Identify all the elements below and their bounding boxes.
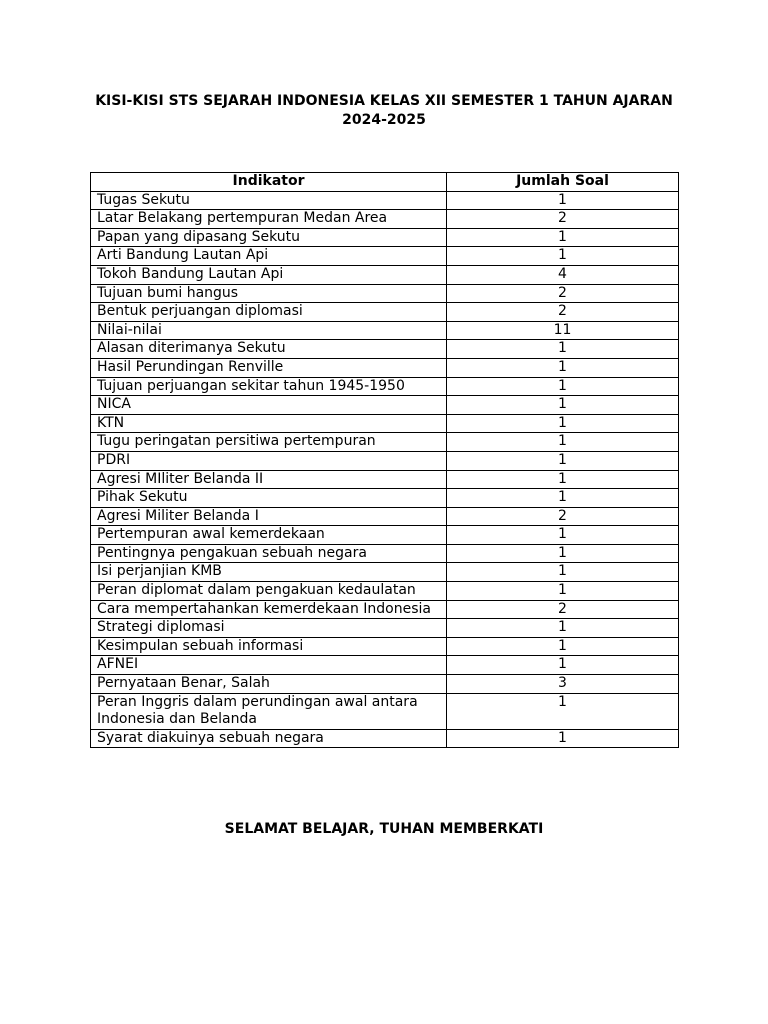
jumlah-soal-cell: 1 [447,191,679,210]
indikator-cell: Pertempuran awal kemerdekaan [91,526,447,545]
jumlah-soal-cell: 1 [447,414,679,433]
table-row [91,396,679,415]
jumlah-soal-cell: 1 [447,358,679,377]
indikator-cell: Peran diplomat dalam pengakuan kedaulatan [91,582,447,601]
table-row [91,656,679,675]
jumlah-soal-cell: 2 [447,507,679,526]
indikator-cell: Tujuan bumi hangus [91,284,447,303]
jumlah-soal-cell: 1 [447,489,679,508]
indikator-cell: Nilai-nilai [91,321,447,340]
kisi-kisi-table [90,172,679,748]
jumlah-soal-cell: 1 [447,433,679,452]
indikator-cell: Tokoh Bandung Lautan Api [91,265,447,284]
jumlah-soal-cell: 2 [447,210,679,229]
indikator-cell: Isi perjanjian KMB [91,563,447,582]
jumlah-soal-cell: 4 [447,265,679,284]
header-indikator: Indikator [91,173,447,192]
table-row [91,729,679,748]
table-row [91,414,679,433]
indikator-cell: NICA [91,396,447,415]
indikator-cell: Syarat diakuinya sebuah negara [91,729,447,748]
jumlah-soal-cell: 1 [447,582,679,601]
jumlah-soal-cell: 1 [447,544,679,563]
table-row [91,489,679,508]
table-row [91,265,679,284]
table-row [91,228,679,247]
indikator-cell: Tujuan perjuangan sekitar tahun 1945-1950 [91,377,447,396]
jumlah-soal-cell: 1 [447,377,679,396]
jumlah-soal-cell: 3 [447,675,679,694]
jumlah-soal-cell: 1 [447,729,679,748]
jumlah-soal-cell: 2 [447,600,679,619]
indikator-cell: Pihak Sekutu [91,489,447,508]
indikator-cell: Agresi MIliter Belanda II [91,470,447,489]
table-row [91,340,679,359]
indikator-cell: Latar Belakang pertempuran Medan Area [91,210,447,229]
table-row [91,210,679,229]
indikator-cell: Alasan diterimanya Sekutu [91,340,447,359]
jumlah-soal-cell: 1 [447,247,679,266]
table-body [91,191,679,748]
indikator-cell: Cara mempertahankan kemerdekaan Indonesia [91,600,447,619]
jumlah-soal-cell: 1 [447,470,679,489]
table-row [91,544,679,563]
table-row [91,191,679,210]
indikator-cell: Arti Bandung Lautan Api [91,247,447,266]
table-row [91,637,679,656]
indikator-cell: Kesimpulan sebuah informasi [91,637,447,656]
table-row [91,321,679,340]
jumlah-soal-cell: 1 [447,619,679,638]
jumlah-soal-cell: 1 [447,396,679,415]
indikator-cell: Peran Inggris dalam perundingan awal antara Indonesia dan Belanda [91,693,447,729]
jumlah-soal-cell: 1 [447,526,679,545]
header-jumlah-soal: Jumlah Soal [447,173,679,192]
jumlah-soal-cell: 1 [447,656,679,675]
table-row [91,619,679,638]
table-row [91,284,679,303]
indikator-cell: Tugas Sekutu [91,191,447,210]
jumlah-soal-cell: 1 [447,451,679,470]
table-row [91,247,679,266]
table-header-row [91,173,679,192]
jumlah-soal-cell: 1 [447,563,679,582]
table-row [91,433,679,452]
table-row [91,377,679,396]
table-row [91,526,679,545]
closing-message: SELAMAT BELAJAR, TUHAN MEMBERKATI [224,821,544,837]
indikator-cell: Tugu peringatan persitiwa pertempuran [91,433,447,452]
table-row [91,451,679,470]
jumlah-soal-cell: 1 [447,340,679,359]
table-row [91,303,679,322]
jumlah-soal-cell: 1 [447,228,679,247]
jumlah-soal-cell: 2 [447,284,679,303]
indikator-cell: Papan yang dipasang Sekutu [91,228,447,247]
table-row [91,693,679,729]
indikator-cell: PDRI [91,451,447,470]
table-row [91,600,679,619]
jumlah-soal-cell: 2 [447,303,679,322]
jumlah-soal-cell: 1 [447,693,679,729]
indikator-cell: AFNEI [91,656,447,675]
indikator-cell: Pernyataan Benar, Salah [91,675,447,694]
table-row [91,470,679,489]
indikator-cell: Pentingnya pengakuan sebuah negara [91,544,447,563]
document-title: KISI-KISI STS SEJARAH INDONESIA KELAS XII SEMESTER 1 TAHUN AJARAN 2024-2025 [95,93,673,128]
indikator-cell: Agresi Militer Belanda I [91,507,447,526]
indikator-cell: Strategi diplomasi [91,619,447,638]
jumlah-soal-cell: 11 [447,321,679,340]
indikator-cell: KTN [91,414,447,433]
table-row [91,582,679,601]
table-row [91,358,679,377]
table-row [91,507,679,526]
table-row [91,563,679,582]
table-row [91,675,679,694]
indikator-cell: Hasil Perundingan Renville [91,358,447,377]
jumlah-soal-cell: 1 [447,637,679,656]
indikator-cell: Bentuk perjuangan diplomasi [91,303,447,322]
